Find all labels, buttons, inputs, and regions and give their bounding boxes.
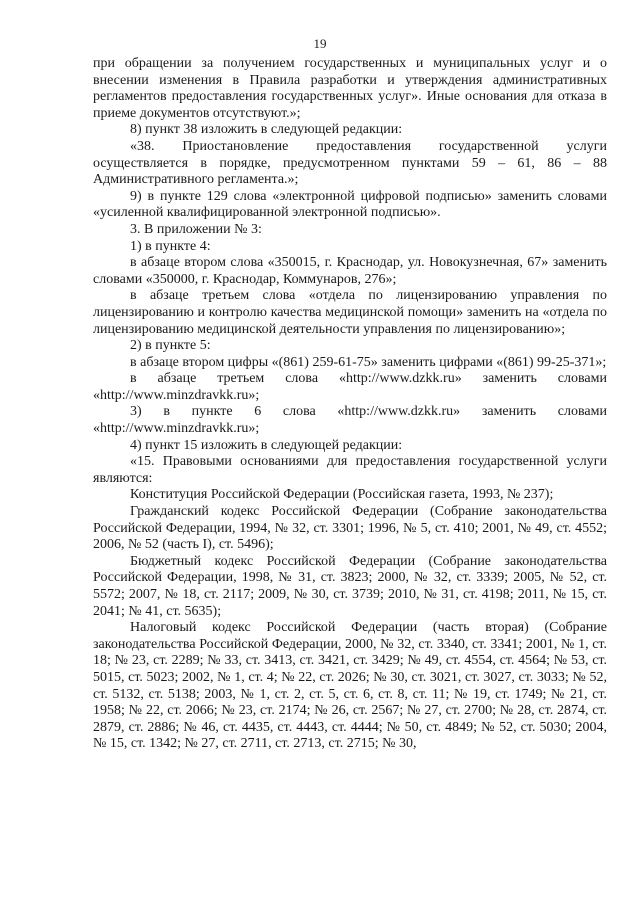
paragraph-4: 9) в пункте 129 слова «электронной цифровой подписью» заменить словами «усиленной квалифицированной электронной подписью».: [93, 188, 607, 221]
paragraph-9: 2) в пункте 5:: [130, 338, 211, 354]
paragraph-3: «38. Приостановление предоставления государственной услуги осуществляется в порядке, предусмотренном пунктами 59 – 61, 86 – 88 Административного регламента.»;: [93, 138, 607, 188]
paragraph-13: 4) пункт 15 изложить в следующей редакции:: [130, 437, 403, 453]
page-number: 19: [313, 36, 327, 51]
paragraph-2: 8) пункт 38 изложить в следующей редакции:: [130, 122, 403, 138]
paragraph-12: 3) в пункте 6 слова «http://www.dzkk.ru» заменить словами «http://www.minzdravkk.ru»;: [93, 404, 607, 437]
paragraph-7: в абзаце втором слова «350015, г. Краснодар, ул. Новокузнечная, 67» заменить словами «350000, г. Краснодар, Коммунаров, 276»;: [93, 255, 607, 287]
paragraph-16: Гражданский кодекс Российской Федерации (Собрание законодательства Российской Федерации, 1994, № 32, ст. 3301; 1996, № 5, ст. 410; 2001, № 49, ст. 4552; 2006, № 52 (часть I), ст. 5496);: [93, 504, 607, 553]
paragraph-5: 3. В приложении № 3:: [130, 221, 262, 237]
paragraph-15: Конституция Российской Федерации (Российская газета, 1993, № 237);: [130, 487, 554, 503]
paragraph-14: «15. Правовыми основаниями для предоставления государственной услуги являются:: [93, 454, 607, 486]
document-body: [93, 56, 607, 753]
paragraph-8: в абзаце третьем слова «отдела по лицензированию управления по лицензированию и контролю качества медицинской помощи» заменить на «отдела по лицензированию медицинской деятельности управления по лицензированию»;: [93, 288, 607, 337]
paragraph-1: при обращении за получением государственных и муниципальных услуг и о внесении изменения в Правила разработки и утверждения административных регламентов предоставления государственных услуг». Иные основания для отказа в приеме документов отсутствуют.»;: [93, 56, 607, 121]
paragraph-10: в абзаце втором цифры «(861) 259-61-75» заменить цифрами «(861) 99-25-371»;: [130, 354, 607, 370]
paragraph-11: в абзаце третьем слова «http://www.dzkk.ru» заменить словами «http://www.minzdravkk.ru»;: [93, 371, 607, 403]
paragraph-17: Бюджетный кодекс Российской Федерации (Собрание законодательства Российской Федерации, 1998, № 31, ст. 3823; 2000, № 32, ст. 3339; 2005, № 52, ст. 5572; 2007, № 18, ст. 2117; 2009, № 30, ст. 3739; 2010, № 31, ст. 4198; 2011, № 15, ст. 2041; № 41, ст. 5635);: [93, 553, 607, 619]
paragraph-18: Налоговый кодекс Российской Федерации (часть вторая) (Собрание законодательства Российской Федерации, 2000, № 32, ст. 3340, ст. 3341; 2001, № 1, ст. 18; № 23, ст. 2289; № 33, ст. 3413, ст. 3421, ст. 3429; № 49, ст. 4554, ст. 4564; № 53, ст. 5015, ст. 5023; 2002, № 1, ст. 4; № 22, ст. 2026; № 30, ст. 3021, ст. 3027, ст. 3033; № 52, ст. 5132, ст. 5138; 2003, № 1, ст. 2, ст. 5, ст. 6, ст. 8, ст. 11; № 19, ст. 1749; № 21, ст. 1958; № 22, ст. 2066; № 23, ст. 2174; № 26, ст. 2567; № 27, ст. 2700; № 28, ст. 2874, ст. 2879, ст. 2886; № 46, ст. 4435, ст. 4443, ст. 4444; № 50, ст. 4849; № 52, ст. 5030; 2004, № 15, ст. 1342; № 27, ст. 2711, ст. 2713, ст. 2715; № 30,: [93, 620, 607, 752]
paragraph-6: 1) в пункте 4:: [130, 238, 211, 254]
